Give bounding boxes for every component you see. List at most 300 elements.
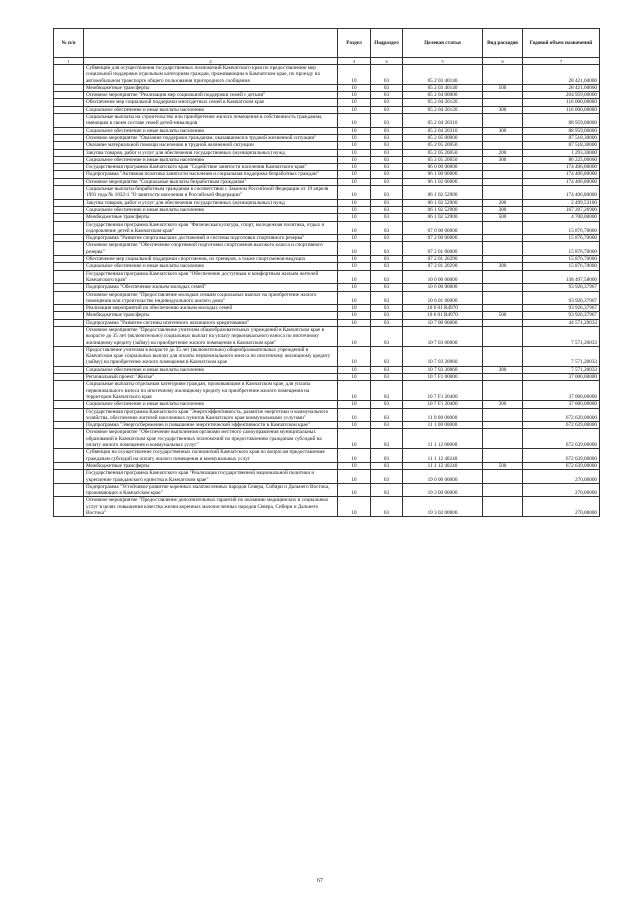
cell-ss: 03	[371, 263, 403, 270]
cell-a: 2 499,53100	[523, 199, 600, 206]
cell-a: 7 571,20033	[523, 326, 600, 346]
cell-e	[483, 346, 523, 366]
cell-num	[54, 99, 84, 106]
table-row	[54, 127, 600, 134]
cell-t: 05 2 04 00000	[403, 92, 483, 99]
cell-ss: 03	[371, 429, 403, 449]
cell-num	[54, 305, 84, 312]
cell-t: 05 2 03 40140	[403, 65, 483, 85]
cell-ss: 03	[371, 449, 403, 463]
cell-s: 10	[338, 171, 371, 178]
cell-name: Подпрограмма "Активная политика занятости населения и социальная поддержка безработных граждан"	[84, 171, 338, 178]
cell-num	[54, 235, 84, 242]
cell-a: 15 876,70000	[523, 235, 600, 242]
cell-s: 10	[338, 178, 371, 185]
cell-ss: 03	[371, 142, 403, 149]
cell-a: 93 926,37967	[523, 305, 600, 312]
cell-t: 07 2 01 00000	[403, 242, 483, 256]
cell-num	[54, 214, 84, 221]
table-row	[54, 156, 600, 163]
column-index: 4	[371, 58, 403, 65]
cell-e: 500	[483, 214, 523, 221]
cell-num	[54, 284, 84, 291]
table-header	[54, 29, 600, 58]
cell-t: 06 1 02 52900	[403, 186, 483, 200]
column-index: 6	[483, 58, 523, 65]
cell-e	[483, 186, 523, 200]
cell-name: Социальные выплаты безработным гражданам в соответствии с Законом Российской Федерации от 19 апреля 1991 года № 1032-1 "О занятости населения в Российской Федерации"	[84, 186, 338, 200]
cell-num	[54, 401, 84, 408]
table-row	[54, 263, 600, 270]
cell-s: 10	[338, 497, 371, 517]
cell-s: 10	[338, 429, 371, 449]
cell-e: 300	[483, 263, 523, 270]
cell-ss: 03	[371, 134, 403, 141]
cell-s: 10	[338, 319, 371, 326]
cell-name: Субвенции на осуществление государственных полномочий Камчатского края по вопросам предоставления гражданам субсидий на оплату жилого помещения и коммунальных услуг	[84, 449, 338, 463]
cell-t: 10 6 00 00000	[403, 284, 483, 291]
cell-t: 19 3 02 00000	[403, 497, 483, 517]
column-index: 2	[84, 58, 338, 65]
cell-s: 10	[338, 221, 371, 235]
table-row	[54, 429, 600, 449]
table-body	[54, 65, 600, 517]
column-index: 1	[54, 58, 84, 65]
cell-name: Закупка товаров, работ и услуг для обеспечения государственных (муниципальных) нужд	[84, 199, 338, 206]
cell-s: 10	[338, 214, 371, 221]
cell-t: 05 2 05 00000	[403, 134, 483, 141]
cell-a: 672 639,00000	[523, 449, 600, 463]
cell-s: 10	[338, 156, 371, 163]
cell-ss: 03	[371, 127, 403, 134]
cell-e	[483, 326, 523, 346]
cell-s: 10	[338, 127, 371, 134]
cell-name: Социальное обеспечение и иные выплаты населению	[84, 156, 338, 163]
cell-name: Межбюджетные трансферты	[84, 84, 338, 91]
cell-a: 37 000,00000	[523, 401, 600, 408]
cell-t: 06 1 02 52900	[403, 206, 483, 213]
cell-a: 270,00000	[523, 497, 600, 517]
header-target: Целевая статья	[403, 29, 483, 58]
cell-ss: 03	[371, 171, 403, 178]
cell-num	[54, 346, 84, 366]
cell-a: 93 926,37967	[523, 291, 600, 305]
cell-s: 10	[338, 408, 371, 422]
cell-e: 500	[483, 462, 523, 469]
cell-num	[54, 374, 84, 381]
table-row	[54, 374, 600, 381]
cell-ss: 03	[371, 408, 403, 422]
cell-name: Государственная программа Камчатского края "Энергоэффективность, развитие энергетики и коммунального хозяйства, обеспечение жителей населенных пунктов Камчатского края коммунальными услугами"	[84, 408, 338, 422]
cell-t: 10 7 F1 20400	[403, 381, 483, 401]
cell-ss: 03	[371, 99, 403, 106]
cell-name: Предоставление учителям в возрасте до 35 лет (включительно) общеобразовательных учреждений в Камчатском крае социальных выплат для оплаты первоначального взноса по ипотечному жилищному кредиту (займу) на приобретение жилого помещения в Камчатском крае	[84, 346, 338, 366]
cell-s: 10	[338, 106, 371, 113]
cell-t: 10 7 F1 00000	[403, 374, 483, 381]
cell-s: 10	[338, 84, 371, 91]
cell-e	[483, 284, 523, 291]
cell-num	[54, 171, 84, 178]
cell-a: 15 876,70000	[523, 242, 600, 256]
cell-name: Подпрограмма "Устойчивое развитие коренных малочисленных народов Севера, Сибири и Дальнего Востока, проживающих в Камчатском крае"	[84, 483, 338, 497]
table-row	[54, 186, 600, 200]
table-row	[54, 381, 600, 401]
cell-a: 138 497,58000	[523, 270, 600, 284]
cell-num	[54, 92, 84, 99]
cell-a: 7 571,20033	[523, 366, 600, 373]
cell-ss: 03	[371, 256, 403, 263]
cell-name: Государственная программа Камчатского края "Обеспечение доступным и комфортным жильем жителей Камчатского края"	[84, 270, 338, 284]
cell-num	[54, 199, 84, 206]
table-row	[54, 164, 600, 171]
cell-num	[54, 381, 84, 401]
cell-e	[483, 449, 523, 463]
cell-t: 05 2 04 20120	[403, 99, 483, 106]
cell-num	[54, 408, 84, 422]
cell-e: 500	[483, 84, 523, 91]
cell-e	[483, 291, 523, 305]
cell-a: 93 926,37967	[523, 312, 600, 319]
table-row	[54, 497, 600, 517]
cell-e: 300	[483, 127, 523, 134]
cell-ss: 03	[371, 401, 403, 408]
cell-ss: 03	[371, 149, 403, 156]
table-row	[54, 256, 600, 263]
cell-a: 116 000,00000	[523, 106, 600, 113]
cell-e	[483, 270, 523, 284]
cell-s: 10	[338, 149, 371, 156]
cell-s: 10	[338, 366, 371, 373]
cell-name: Межбюджетные трансферты	[84, 214, 338, 221]
cell-name: Социальное обеспечение и иные выплаты населению	[84, 366, 338, 373]
table-row	[54, 134, 600, 141]
cell-a: 270,00000	[523, 483, 600, 497]
table-row	[54, 346, 600, 366]
cell-e: 500	[483, 312, 523, 319]
cell-num	[54, 366, 84, 373]
cell-num	[54, 164, 84, 171]
cell-s: 10	[338, 401, 371, 408]
cell-e	[483, 142, 523, 149]
cell-a: 204 959,00000	[523, 92, 600, 99]
cell-ss: 03	[371, 65, 403, 85]
cell-t: 05 2 03 40140	[403, 84, 483, 91]
cell-s: 10	[338, 235, 371, 242]
cell-name: Закупка товаров, работ и услуг для обеспечения государственных (муниципальных) нужд	[84, 149, 338, 156]
cell-e	[483, 319, 523, 326]
cell-name: Реализация мероприятий по обеспечению жильем молодых семей	[84, 305, 338, 312]
cell-ss: 03	[371, 483, 403, 497]
cell-num	[54, 65, 84, 85]
table-row	[54, 214, 600, 221]
column-index: 7	[523, 58, 600, 65]
cell-name: Обеспечение мер социальной поддержки многодетных семей в Камчатском крае	[84, 99, 338, 106]
cell-e	[483, 408, 523, 422]
table-row	[54, 470, 600, 484]
cell-t: 19 0 00 00000	[403, 470, 483, 484]
cell-e	[483, 470, 523, 484]
cell-num	[54, 270, 84, 284]
cell-t: 19 3 00 00000	[403, 483, 483, 497]
cell-ss: 03	[371, 214, 403, 221]
cell-s: 10	[338, 134, 371, 141]
cell-name: Региональный проект "Жилье"	[84, 374, 338, 381]
column-index: 3	[338, 58, 371, 65]
table-row	[54, 142, 600, 149]
cell-name: Государственная программа Камчатского края "Содействие занятости населения Камчатского края"	[84, 164, 338, 171]
cell-s: 10	[338, 470, 371, 484]
cell-t: 07 0 00 00000	[403, 221, 483, 235]
cell-name: Межбюджетные трансферты	[84, 462, 338, 469]
cell-t: 11 1 12 40240	[403, 462, 483, 469]
cell-num	[54, 449, 84, 463]
column-index-row	[54, 58, 600, 65]
cell-t: 07 2 01 20290	[403, 256, 483, 263]
cell-ss: 03	[371, 199, 403, 206]
cell-s: 10	[338, 374, 371, 381]
cell-t: 06 1 02 00000	[403, 178, 483, 185]
cell-a: 672 639,00000	[523, 422, 600, 429]
cell-ss: 03	[371, 164, 403, 171]
cell-num	[54, 142, 84, 149]
cell-s: 10	[338, 422, 371, 429]
table-row	[54, 206, 600, 213]
cell-a: 672 639,00000	[523, 429, 600, 449]
cell-t: 11 0 00 00000	[403, 408, 483, 422]
cell-name: Социальное обеспечение и иные выплаты населению	[84, 127, 338, 134]
cell-ss: 03	[371, 186, 403, 200]
cell-ss: 03	[371, 206, 403, 213]
cell-num	[54, 114, 84, 128]
cell-a: 1 293,30000	[523, 149, 600, 156]
cell-ss: 03	[371, 374, 403, 381]
cell-s: 10	[338, 312, 371, 319]
cell-e	[483, 256, 523, 263]
header-amount: Годовой объем назначений	[523, 29, 600, 58]
cell-a: 86 225,00000	[523, 156, 600, 163]
table-row	[54, 65, 600, 85]
cell-t: 05 2 05 20050	[403, 149, 483, 156]
cell-num	[54, 206, 84, 213]
cell-t: 11 1 12 40240	[403, 449, 483, 463]
cell-ss: 03	[371, 284, 403, 291]
cell-s: 10	[338, 263, 371, 270]
cell-num	[54, 84, 84, 91]
header-expense: Вид расходов	[483, 29, 523, 58]
cell-num	[54, 134, 84, 141]
cell-name: Социальное обеспечение и иные выплаты населению	[84, 263, 338, 270]
cell-a: 28 421,60000	[523, 65, 600, 85]
cell-s: 10	[338, 142, 371, 149]
cell-t: 05 2 04 20120	[403, 106, 483, 113]
cell-a: 37 000,00000	[523, 374, 600, 381]
cell-t: 10 7 03 20060	[403, 366, 483, 373]
cell-t: 10 7 03 20060	[403, 346, 483, 366]
cell-s: 10	[338, 381, 371, 401]
cell-num	[54, 156, 84, 163]
cell-ss: 03	[371, 84, 403, 91]
cell-t: 06 0 00 00000	[403, 164, 483, 171]
cell-name: Подпрограмма "Развитие системы ипотечного жилищного кредитования"	[84, 319, 338, 326]
cell-num	[54, 319, 84, 326]
cell-a: 87 518,30000	[523, 142, 600, 149]
cell-s: 10	[338, 92, 371, 99]
table-row	[54, 106, 600, 113]
cell-e	[483, 235, 523, 242]
cell-s: 10	[338, 206, 371, 213]
cell-ss: 03	[371, 462, 403, 469]
budget-table-sheet	[53, 28, 599, 517]
cell-e: 300	[483, 206, 523, 213]
table-row	[54, 84, 600, 91]
cell-e: 300	[483, 401, 523, 408]
table-row	[54, 449, 600, 463]
cell-t: 10 7 03 00000	[403, 326, 483, 346]
cell-name: Подпрограмма "Развитие спорта высших достижений и системы подготовки спортивного резерва"	[84, 235, 338, 242]
cell-t: 06 1 00 00000	[403, 171, 483, 178]
cell-s: 10	[338, 449, 371, 463]
cell-ss: 03	[371, 114, 403, 128]
cell-name: Межбюджетные трансферты	[84, 312, 338, 319]
cell-t: 07 2 00 00000	[403, 235, 483, 242]
cell-num	[54, 483, 84, 497]
cell-ss: 03	[371, 346, 403, 366]
cell-a: 15 876,70000	[523, 221, 600, 235]
cell-num	[54, 256, 84, 263]
cell-num	[54, 106, 84, 113]
cell-ss: 03	[371, 270, 403, 284]
cell-num	[54, 242, 84, 256]
table-row	[54, 149, 600, 156]
cell-a: 270,00000	[523, 470, 600, 484]
cell-ss: 03	[371, 178, 403, 185]
header-subsection: Подраздел	[371, 29, 403, 58]
cell-a: 87 518,30000	[523, 134, 600, 141]
table-row	[54, 422, 600, 429]
cell-s: 10	[338, 284, 371, 291]
cell-ss: 03	[371, 221, 403, 235]
cell-name: Субвенции для осуществления государственных полномочий Камчатского края по предоставлению мер социальной поддержки отдельным категориям граждан, проживающим в Камчатском крае, по проезду на автомобильном транспорте общего пользования пригородного сообщения	[84, 65, 338, 85]
cell-num	[54, 127, 84, 134]
cell-s: 10	[338, 326, 371, 346]
cell-num	[54, 221, 84, 235]
budget-table	[53, 28, 600, 517]
cell-num	[54, 462, 84, 469]
cell-ss: 03	[371, 381, 403, 401]
table-row	[54, 114, 600, 128]
cell-a: 88 959,00000	[523, 127, 600, 134]
cell-t: 11 1 12 00000	[403, 429, 483, 449]
cell-ss: 03	[371, 291, 403, 305]
cell-name: Основное мероприятие "Социальные выплаты безработным гражданам"	[84, 178, 338, 185]
table-row	[54, 291, 600, 305]
cell-t: 10 6 01 R4970	[403, 305, 483, 312]
cell-t: 11 1 00 00000	[403, 422, 483, 429]
cell-name: Социальные выплаты на строительство или приобретение жилого помещения в собственность гражданам, имеющим в своем составе семей детей-инвалидов	[84, 114, 338, 128]
table-row	[54, 408, 600, 422]
cell-a: 7 571,20033	[523, 346, 600, 366]
cell-num	[54, 149, 84, 156]
cell-e: 300	[483, 156, 523, 163]
cell-e: 200	[483, 199, 523, 206]
cell-ss: 03	[371, 305, 403, 312]
cell-a: 174 406,80000	[523, 186, 600, 200]
cell-a: 88 959,00000	[523, 114, 600, 128]
cell-e	[483, 92, 523, 99]
cell-t: 10 6 01 00000	[403, 291, 483, 305]
cell-e	[483, 305, 523, 312]
cell-s: 10	[338, 114, 371, 128]
cell-s: 10	[338, 199, 371, 206]
cell-t: 06 1 02 52900	[403, 214, 483, 221]
cell-ss: 03	[371, 312, 403, 319]
cell-name: Основное мероприятие "Оказание поддержки гражданам, оказавшимся в трудной жизненной ситуации"	[84, 134, 338, 141]
table-row	[54, 319, 600, 326]
cell-t: 10 6 01 R4970	[403, 312, 483, 319]
cell-num	[54, 326, 84, 346]
cell-name: Социальное обеспечение и иные выплаты населению	[84, 401, 338, 408]
cell-e: 200	[483, 149, 523, 156]
cell-s: 10	[338, 256, 371, 263]
cell-e	[483, 99, 523, 106]
cell-e	[483, 374, 523, 381]
cell-a: 672 639,00000	[523, 408, 600, 422]
cell-s: 10	[338, 305, 371, 312]
cell-a: 15 876,70000	[523, 256, 600, 263]
cell-a: 116 000,00000	[523, 99, 600, 106]
table-row	[54, 178, 600, 185]
cell-a: 174 406,80000	[523, 171, 600, 178]
cell-t: 05 2 05 20050	[403, 142, 483, 149]
cell-name: Социальные выплаты отдельным категориям граждан, проживающим в Камчатском крае, для уплаты первоначального взноса по ипотечному жилищному кредиту на приобретение жилого помещения на территории Камчатского края	[84, 381, 338, 401]
cell-t: 05 2 04 20310	[403, 114, 483, 128]
cell-e	[483, 483, 523, 497]
cell-num	[54, 263, 84, 270]
cell-num	[54, 497, 84, 517]
table-row	[54, 305, 600, 312]
cell-e	[483, 381, 523, 401]
cell-ss: 03	[371, 497, 403, 517]
header-num: № п/п	[54, 29, 84, 58]
cell-e: 300	[483, 106, 523, 113]
cell-name: Основное мероприятие "Обеспечение спортивной подготовки спортсменов высокого класса и спортивного резерва"	[84, 242, 338, 256]
cell-a: 167 207,26900	[523, 206, 600, 213]
cell-t: 05 2 04 20310	[403, 127, 483, 134]
cell-name: Социальное обеспечение и иные выплаты населению	[84, 206, 338, 213]
cell-name: Основное мероприятие "Реализация мер социальной поддержки семей с детьми"	[84, 92, 338, 99]
cell-name: Оказание материальной помощи населению в трудной жизненной ситуации	[84, 142, 338, 149]
table-row	[54, 199, 600, 206]
table-row	[54, 270, 600, 284]
cell-name: Государственная программа Камчатского края "Реализация государственной национальной политики и укрепление гражданского единства в Камчатском крае"	[84, 470, 338, 484]
cell-t: 10 7 F1 20400	[403, 401, 483, 408]
table-row	[54, 312, 600, 319]
page-number: 67	[317, 878, 323, 884]
cell-ss: 03	[371, 326, 403, 346]
cell-t: 10 0 00 00000	[403, 270, 483, 284]
header-section: Раздел	[338, 29, 371, 58]
cell-s: 10	[338, 65, 371, 85]
cell-num	[54, 422, 84, 429]
table-row	[54, 284, 600, 291]
table-row	[54, 326, 600, 346]
cell-name: Социальное обеспечение и иные выплаты населению	[84, 106, 338, 113]
cell-s: 10	[338, 291, 371, 305]
cell-name: Государственная программа Камчатского края "Физическая культура, спорт, молодежная политика, отдых и оздоровление детей в Камчатском крае"	[84, 221, 338, 235]
cell-ss: 03	[371, 242, 403, 256]
table-row	[54, 401, 600, 408]
cell-num	[54, 312, 84, 319]
